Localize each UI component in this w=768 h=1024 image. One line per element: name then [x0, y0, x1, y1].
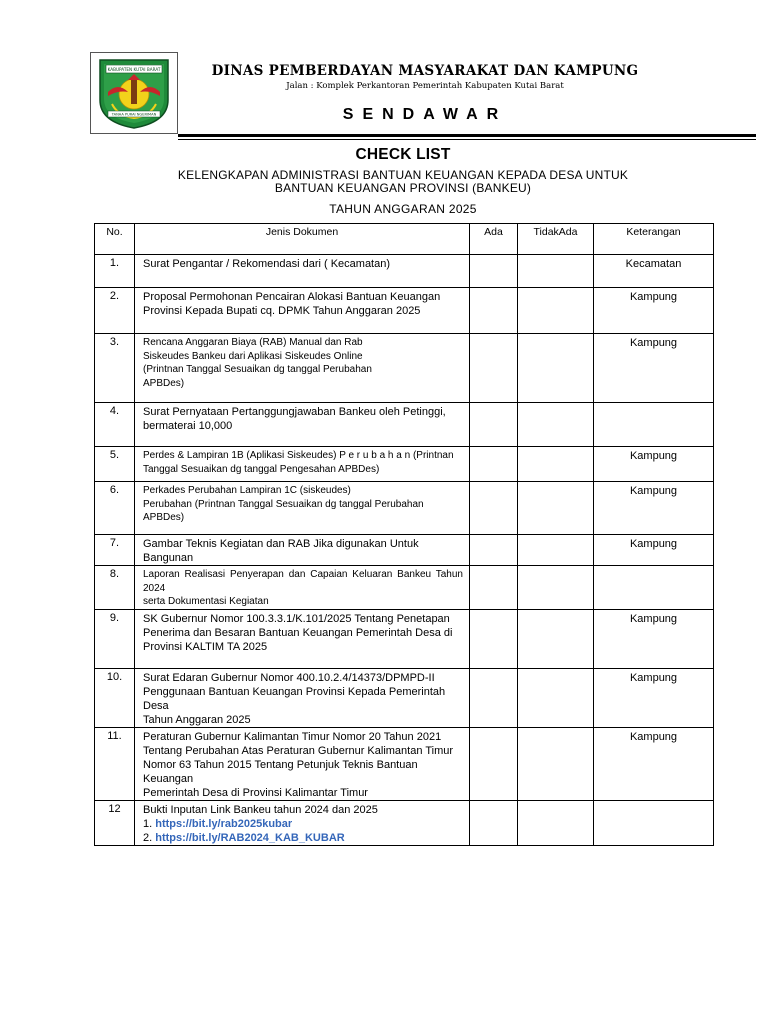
keterangan-cell: Kampung: [594, 288, 714, 334]
document-subtitle: [94, 169, 712, 195]
document-description: [135, 669, 470, 728]
document-description-line: SK Gubernur Nomor 100.3.3.1/K.101/2025 Tentang Penetapan: [143, 613, 450, 625]
document-description-line: Penggunaan Bantuan Keuangan Provinsi Kepada Pemerintah Desa: [143, 686, 446, 712]
table-header-row: [95, 224, 714, 255]
document-description: [135, 255, 470, 288]
row-number: 5.: [95, 447, 135, 482]
ada-checkbox-cell[interactable]: [470, 535, 518, 566]
row-number: 1.: [95, 255, 135, 288]
document-title: CHECK LIST: [355, 146, 451, 163]
keterangan-cell: Kampung: [594, 334, 714, 403]
kutai-barat-emblem: [94, 56, 174, 130]
tidak-ada-checkbox-cell[interactable]: [518, 482, 594, 535]
document-description-line: Rencana Anggaran Biaya (RAB) Manual dan Rab: [143, 337, 363, 348]
row-number: 10.: [95, 669, 135, 728]
row-number: 12: [95, 801, 135, 846]
table-row: [95, 447, 714, 482]
checklist-body: [95, 255, 714, 846]
header-tidak-ada: TidakAda: [518, 224, 594, 255]
document-description-line: Perdes & Lampiran 1B (Aplikasi Siskeudes) P e r u b a h a n (Printnan: [143, 450, 454, 461]
header-document-type: Jenis Dokumen: [135, 224, 470, 255]
ada-checkbox-cell[interactable]: [470, 482, 518, 535]
document-description: [135, 728, 470, 801]
header-no: No.: [95, 224, 135, 255]
table-row: [95, 403, 714, 447]
logo-frame: [90, 52, 178, 134]
row-number: 6.: [95, 482, 135, 535]
document-description: [135, 403, 470, 447]
document-description-line: bermaterai 10,000: [143, 420, 233, 432]
document-description-line: Surat Pengantar / Rekomendasi dari ( Kecamatan): [143, 258, 391, 270]
row-number: 8.: [95, 566, 135, 610]
keterangan-cell: Kampung: [594, 669, 714, 728]
row-number: 2.: [95, 288, 135, 334]
tidak-ada-checkbox-cell[interactable]: [518, 669, 594, 728]
document-description-line: Provinsi KALTIM TA 2025: [143, 641, 268, 653]
tidak-ada-checkbox-cell[interactable]: [518, 535, 594, 566]
tidak-ada-checkbox-cell[interactable]: [518, 334, 594, 403]
header-keterangan: Keterangan: [594, 224, 714, 255]
document-description-line: Perubahan (Printnan Tanggal Sesuaikan dg tanggal Perubahan: [143, 498, 424, 510]
ada-checkbox-cell[interactable]: [470, 403, 518, 447]
tidak-ada-checkbox-cell[interactable]: [518, 288, 594, 334]
document-description: [135, 535, 470, 566]
ada-checkbox-cell[interactable]: [470, 255, 518, 288]
document-description: [135, 447, 470, 482]
logo-banner-text: KABUPATEN KUTAI BARAT: [107, 67, 161, 72]
link-prefix: 1.: [143, 818, 156, 830]
document-description-line: Tanggal Sesuaikan dg tanggal Pengesahan APBDes): [143, 463, 380, 475]
link-prefix: 2.: [143, 832, 156, 844]
table-row: [95, 610, 714, 669]
ada-checkbox-cell[interactable]: [470, 288, 518, 334]
table-row: [95, 535, 714, 566]
table-row: [95, 288, 714, 334]
link-line: [143, 817, 463, 831]
ada-checkbox-cell[interactable]: [470, 447, 518, 482]
ada-checkbox-cell[interactable]: [470, 669, 518, 728]
document-description-line: Gambar Teknis Kegiatan dan RAB Jika digunakan Untuk: [143, 538, 419, 550]
keterangan-cell: Kampung: [594, 610, 714, 669]
document-description: [135, 482, 470, 535]
row-number: 4.: [95, 403, 135, 447]
subtitle-line-1: KELENGKAPAN ADMINISTRASI BANTUAN KEUANGAN KEPADA DESA UNTUK: [177, 168, 629, 182]
table-row: [95, 669, 714, 728]
document-description-line: Pemerintah Desa di Provinsi Kalimantar Timur: [143, 787, 368, 799]
keterangan-cell: Kampung: [594, 447, 714, 482]
tidak-ada-checkbox-cell[interactable]: [518, 255, 594, 288]
table-row: [95, 566, 714, 610]
document-description: [135, 288, 470, 334]
table-row: [95, 482, 714, 535]
letterhead-rule-thick: [178, 134, 756, 137]
row-number: 3.: [95, 334, 135, 403]
bitly-link[interactable]: https://bit.ly/rab2025kubar: [155, 818, 293, 830]
document-description: [135, 566, 470, 610]
document-description: [135, 801, 470, 846]
letterhead-rule-thin: [178, 139, 756, 140]
tidak-ada-checkbox-cell[interactable]: [518, 566, 594, 610]
document-description: [135, 334, 470, 403]
document-description-line: Proposal Permohonan Pencairan Alokasi Bantuan Keuangan: [143, 291, 441, 303]
organization-name: DINAS PEMBERDAYAN MASYARAKAT DAN KAMPUNG: [211, 63, 639, 79]
fiscal-year: TAHUN ANGGARAN 2025: [329, 202, 477, 216]
tidak-ada-checkbox-cell[interactable]: [518, 403, 594, 447]
tidak-ada-checkbox-cell[interactable]: [518, 728, 594, 801]
document-description-line: Bangunan: [143, 552, 194, 564]
table-row: [95, 334, 714, 403]
ada-checkbox-cell[interactable]: [470, 334, 518, 403]
ada-checkbox-cell[interactable]: [470, 566, 518, 610]
document-description-line: Provinsi Kepada Bupati cq. DPMK Tahun Anggaran 2025: [143, 305, 421, 317]
checklist-table: [94, 223, 714, 846]
keterangan-cell: Kampung: [594, 482, 714, 535]
ada-checkbox-cell[interactable]: [470, 728, 518, 801]
bitly-link[interactable]: https://bit.ly/RAB2024_KAB_KUBAR: [155, 832, 345, 844]
keterangan-cell: Kampung: [594, 728, 714, 801]
city-name: SENDAWAR: [342, 106, 508, 123]
tidak-ada-checkbox-cell[interactable]: [518, 801, 594, 846]
document-description-line: Surat Pernyataan Pertanggungjawaban Bankeu oleh Petinggi,: [143, 406, 446, 418]
table-row: [95, 255, 714, 288]
subtitle-line-2: BANTUAN KEUANGAN PROVINSI (BANKEU): [274, 181, 532, 195]
ada-checkbox-cell[interactable]: [470, 610, 518, 669]
tidak-ada-checkbox-cell[interactable]: [518, 447, 594, 482]
table-row: [95, 801, 714, 846]
document-description-line: Surat Edaran Gubernur Nomor 400.10.2.4/14373/DPMPD-II: [143, 672, 435, 684]
row-number: 9.: [95, 610, 135, 669]
document-description-line: APBDes): [143, 512, 185, 523]
ada-checkbox-cell[interactable]: [470, 801, 518, 846]
keterangan-cell: [594, 403, 714, 447]
header-ada: Ada: [470, 224, 518, 255]
document-description: [135, 610, 470, 669]
keterangan-cell: Kecamatan: [594, 255, 714, 288]
document-description-line: Bukti Inputan Link Bankeu tahun 2024 dan 2025: [143, 804, 378, 816]
link-line: [143, 831, 463, 845]
tidak-ada-checkbox-cell[interactable]: [518, 610, 594, 669]
document-description-line: (Printnan Tanggal Sesuaikan dg tanggal Perubahan: [143, 364, 372, 375]
keterangan-cell: [594, 801, 714, 846]
document-description-line: serta Dokumentasi Kegiatan: [143, 596, 269, 607]
keterangan-cell: Kampung: [594, 535, 714, 566]
logo-motto-text: TANAA PURAI NGERIMAN: [111, 112, 157, 117]
document-description-line: Tahun Anggaran 2025: [143, 714, 251, 726]
document-description-line: Peraturan Gubernur Kalimantan Timur Nomor 20 Tahun 2021: [143, 731, 442, 743]
document-description-line: Siskeudes Bankeu dari Aplikasi Siskeudes Online: [143, 350, 363, 362]
organization-address: Jalan : Komplek Perkantoran Pemerintah Kabupaten Kutai Barat: [286, 81, 564, 91]
document-description-line: Tentang Perubahan Atas Peraturan Gubernur Kalimantan Timur: [143, 745, 454, 757]
row-number: 11.: [95, 728, 135, 801]
document-description-line: APBDes): [143, 377, 185, 389]
row-number: 7.: [95, 535, 135, 566]
table-row: [95, 728, 714, 801]
keterangan-cell: [594, 566, 714, 610]
document-description-line: Nomor 63 Tahun 2015 Tentang Petunjuk Teknis Bantuan Keuangan: [143, 759, 418, 785]
document-description-line: Laporan Realisasi Penyerapan dan Capaian Keluaran Bankeu Tahun 2024: [143, 569, 463, 594]
document-description-line: Penerima dan Besaran Bantuan Keuangan Pemerintah Desa di: [143, 627, 453, 639]
document-description-line: Perkades Perubahan Lampiran 1C (siskeudes): [143, 485, 351, 496]
